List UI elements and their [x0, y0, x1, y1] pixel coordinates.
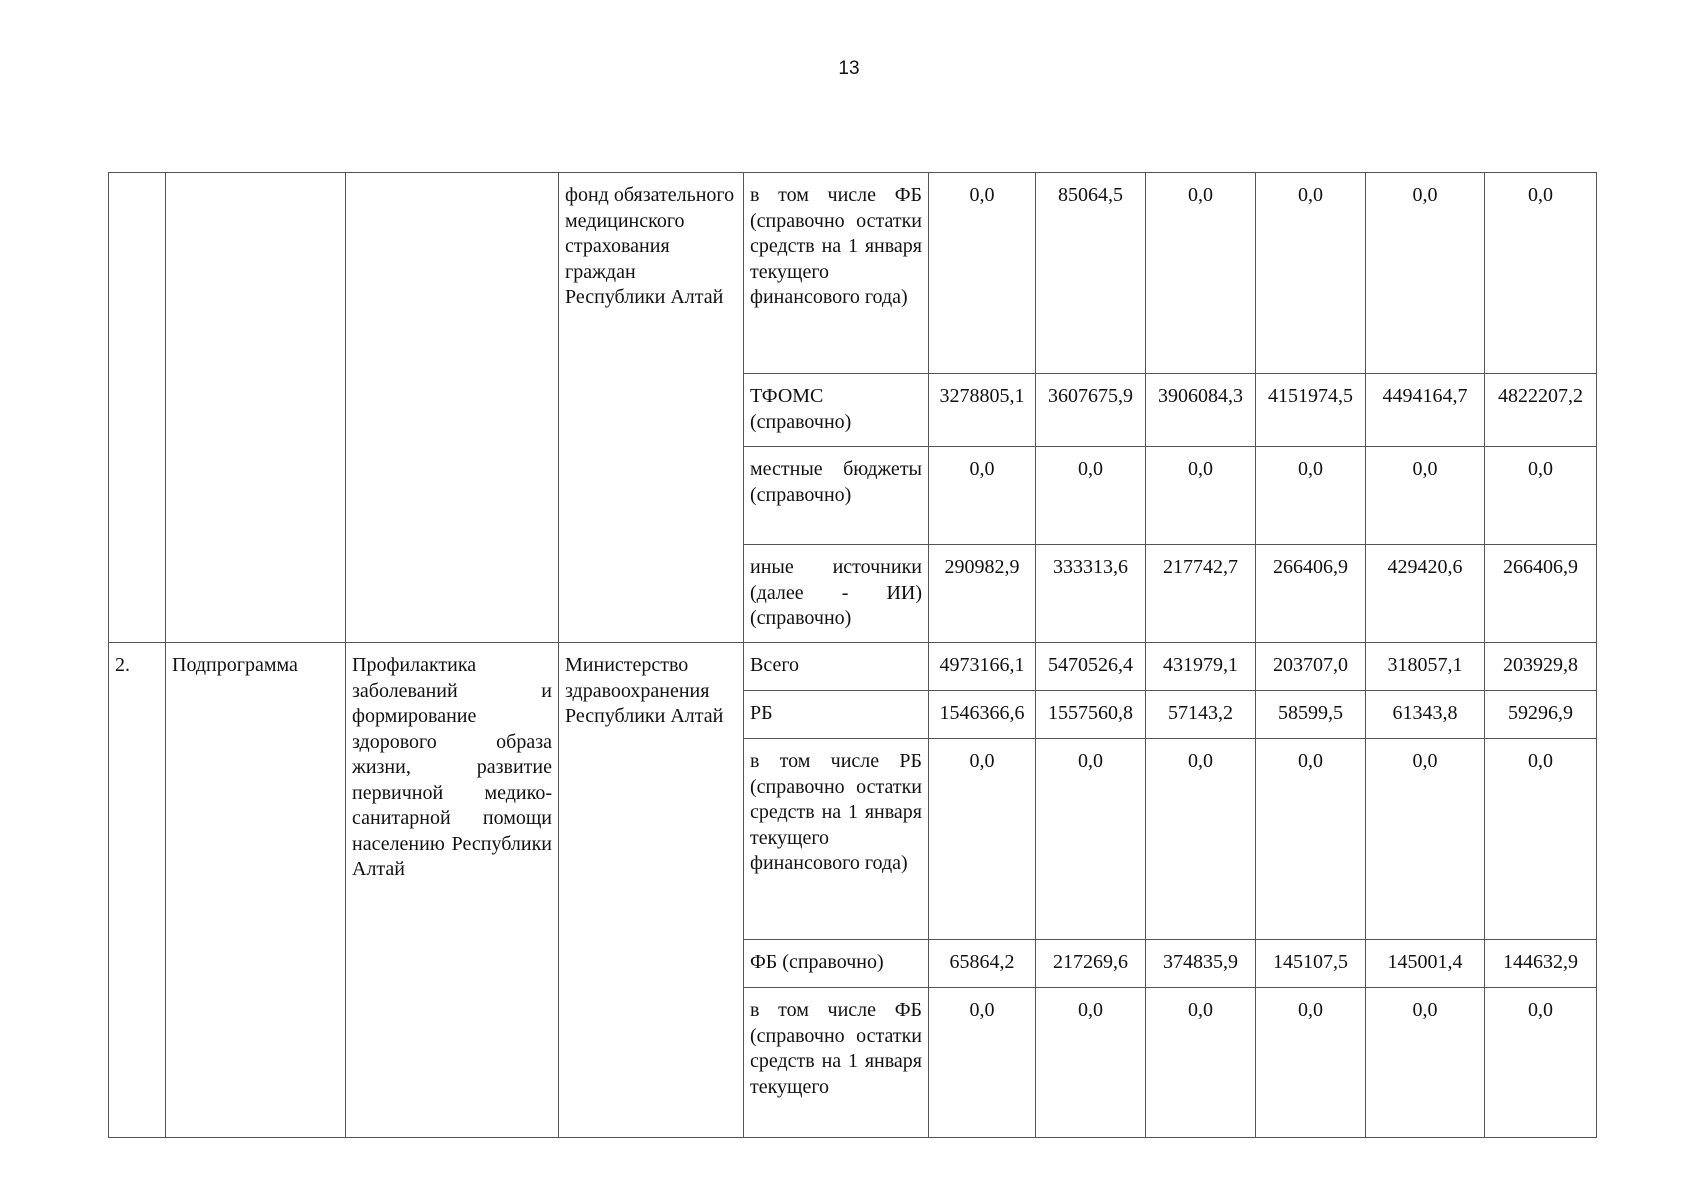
- value-cell: 61343,8: [1366, 691, 1485, 739]
- value-cell: 203707,0: [1256, 643, 1366, 691]
- value-cell: 0,0: [1256, 988, 1366, 1138]
- financing-table: [108, 172, 1597, 1138]
- funding-source-cell: местные бюджеты (справочно): [744, 447, 929, 545]
- value-cell: 0,0: [1036, 988, 1146, 1138]
- value-cell: 0,0: [929, 173, 1036, 374]
- table-row: [109, 643, 1597, 691]
- value-cell: 0,0: [929, 739, 1036, 940]
- value-cell: 0,0: [1485, 173, 1597, 374]
- value-cell: 0,0: [1146, 173, 1256, 374]
- value-cell: 59296,9: [1485, 691, 1597, 739]
- value-cell: 0,0: [1256, 173, 1366, 374]
- value-cell: 85064,5: [1036, 173, 1146, 374]
- funding-source-cell: РБ: [744, 691, 929, 739]
- value-cell: 5470526,4: [1036, 643, 1146, 691]
- value-cell: 217742,7: [1146, 545, 1256, 643]
- value-cell: 0,0: [1256, 447, 1366, 545]
- value-cell: 0,0: [1485, 739, 1597, 940]
- program-type-cell: [166, 173, 346, 643]
- value-cell: 429420,6: [1366, 545, 1485, 643]
- row-number-cell: 2.: [109, 643, 166, 1138]
- value-cell: 144632,9: [1485, 940, 1597, 988]
- value-cell: 4973166,1: [929, 643, 1036, 691]
- program-type-cell: Подпрограмма: [166, 643, 346, 1138]
- value-cell: 4822207,2: [1485, 374, 1597, 447]
- value-cell: 0,0: [929, 988, 1036, 1138]
- value-cell: 4151974,5: [1256, 374, 1366, 447]
- value-cell: 65864,2: [929, 940, 1036, 988]
- value-cell: 0,0: [1366, 173, 1485, 374]
- value-cell: 0,0: [1036, 447, 1146, 545]
- value-cell: 3607675,9: [1036, 374, 1146, 447]
- value-cell: 266406,9: [1485, 545, 1597, 643]
- value-cell: 0,0: [1146, 988, 1256, 1138]
- value-cell: 318057,1: [1366, 643, 1485, 691]
- program-name-cell: [346, 173, 559, 643]
- value-cell: 1557560,8: [1036, 691, 1146, 739]
- fund-name-cell: фонд обязательного медицинского страхования граждан Республики Алтай: [559, 173, 744, 643]
- value-cell: 58599,5: [1256, 691, 1366, 739]
- value-cell: 3906084,3: [1146, 374, 1256, 447]
- value-cell: 145001,4: [1366, 940, 1485, 988]
- value-cell: 0,0: [929, 447, 1036, 545]
- funding-source-cell: ТФОМС (справочно): [744, 374, 929, 447]
- page-number: 13: [838, 58, 860, 79]
- executor-cell: Министерство здравоохранения Республики Алтай: [559, 643, 744, 1138]
- value-cell: 145107,5: [1256, 940, 1366, 988]
- funding-source-cell: в том числе РБ (справочно остатки средств на 1 января текущего финансового года): [744, 739, 929, 940]
- value-cell: 0,0: [1485, 988, 1597, 1138]
- value-cell: 0,0: [1146, 739, 1256, 940]
- value-cell: 57143,2: [1146, 691, 1256, 739]
- value-cell: 0,0: [1036, 739, 1146, 940]
- value-cell: 374835,9: [1146, 940, 1256, 988]
- value-cell: 431979,1: [1146, 643, 1256, 691]
- value-cell: 0,0: [1366, 988, 1485, 1138]
- value-cell: 333313,6: [1036, 545, 1146, 643]
- table-row: [109, 173, 1597, 374]
- value-cell: 0,0: [1366, 447, 1485, 545]
- value-cell: 266406,9: [1256, 545, 1366, 643]
- program-name-cell: Профилактика заболеваний и формирование здорового образа жизни, развитие первичной медико-санитарной помощи населению Республики Алтай: [346, 643, 559, 1138]
- value-cell: 1546366,6: [929, 691, 1036, 739]
- value-cell: 203929,8: [1485, 643, 1597, 691]
- value-cell: 217269,6: [1036, 940, 1146, 988]
- value-cell: 4494164,7: [1366, 374, 1485, 447]
- value-cell: 0,0: [1366, 739, 1485, 940]
- row-number-cell: [109, 173, 166, 643]
- value-cell: 3278805,1: [929, 374, 1036, 447]
- funding-source-cell: иные источники (далее - ИИ) (справочно): [744, 545, 929, 643]
- funding-source-cell: в том числе ФБ (справочно остатки средств на 1 января текущего: [744, 988, 929, 1138]
- value-cell: 0,0: [1256, 739, 1366, 940]
- value-cell: 290982,9: [929, 545, 1036, 643]
- funding-source-cell: Всего: [744, 643, 929, 691]
- value-cell: 0,0: [1485, 447, 1597, 545]
- value-cell: 0,0: [1146, 447, 1256, 545]
- funding-source-cell: ФБ (справочно): [744, 940, 929, 988]
- funding-source-cell: в том числе ФБ (справочно остатки средств на 1 января текущего финансового года): [744, 173, 929, 374]
